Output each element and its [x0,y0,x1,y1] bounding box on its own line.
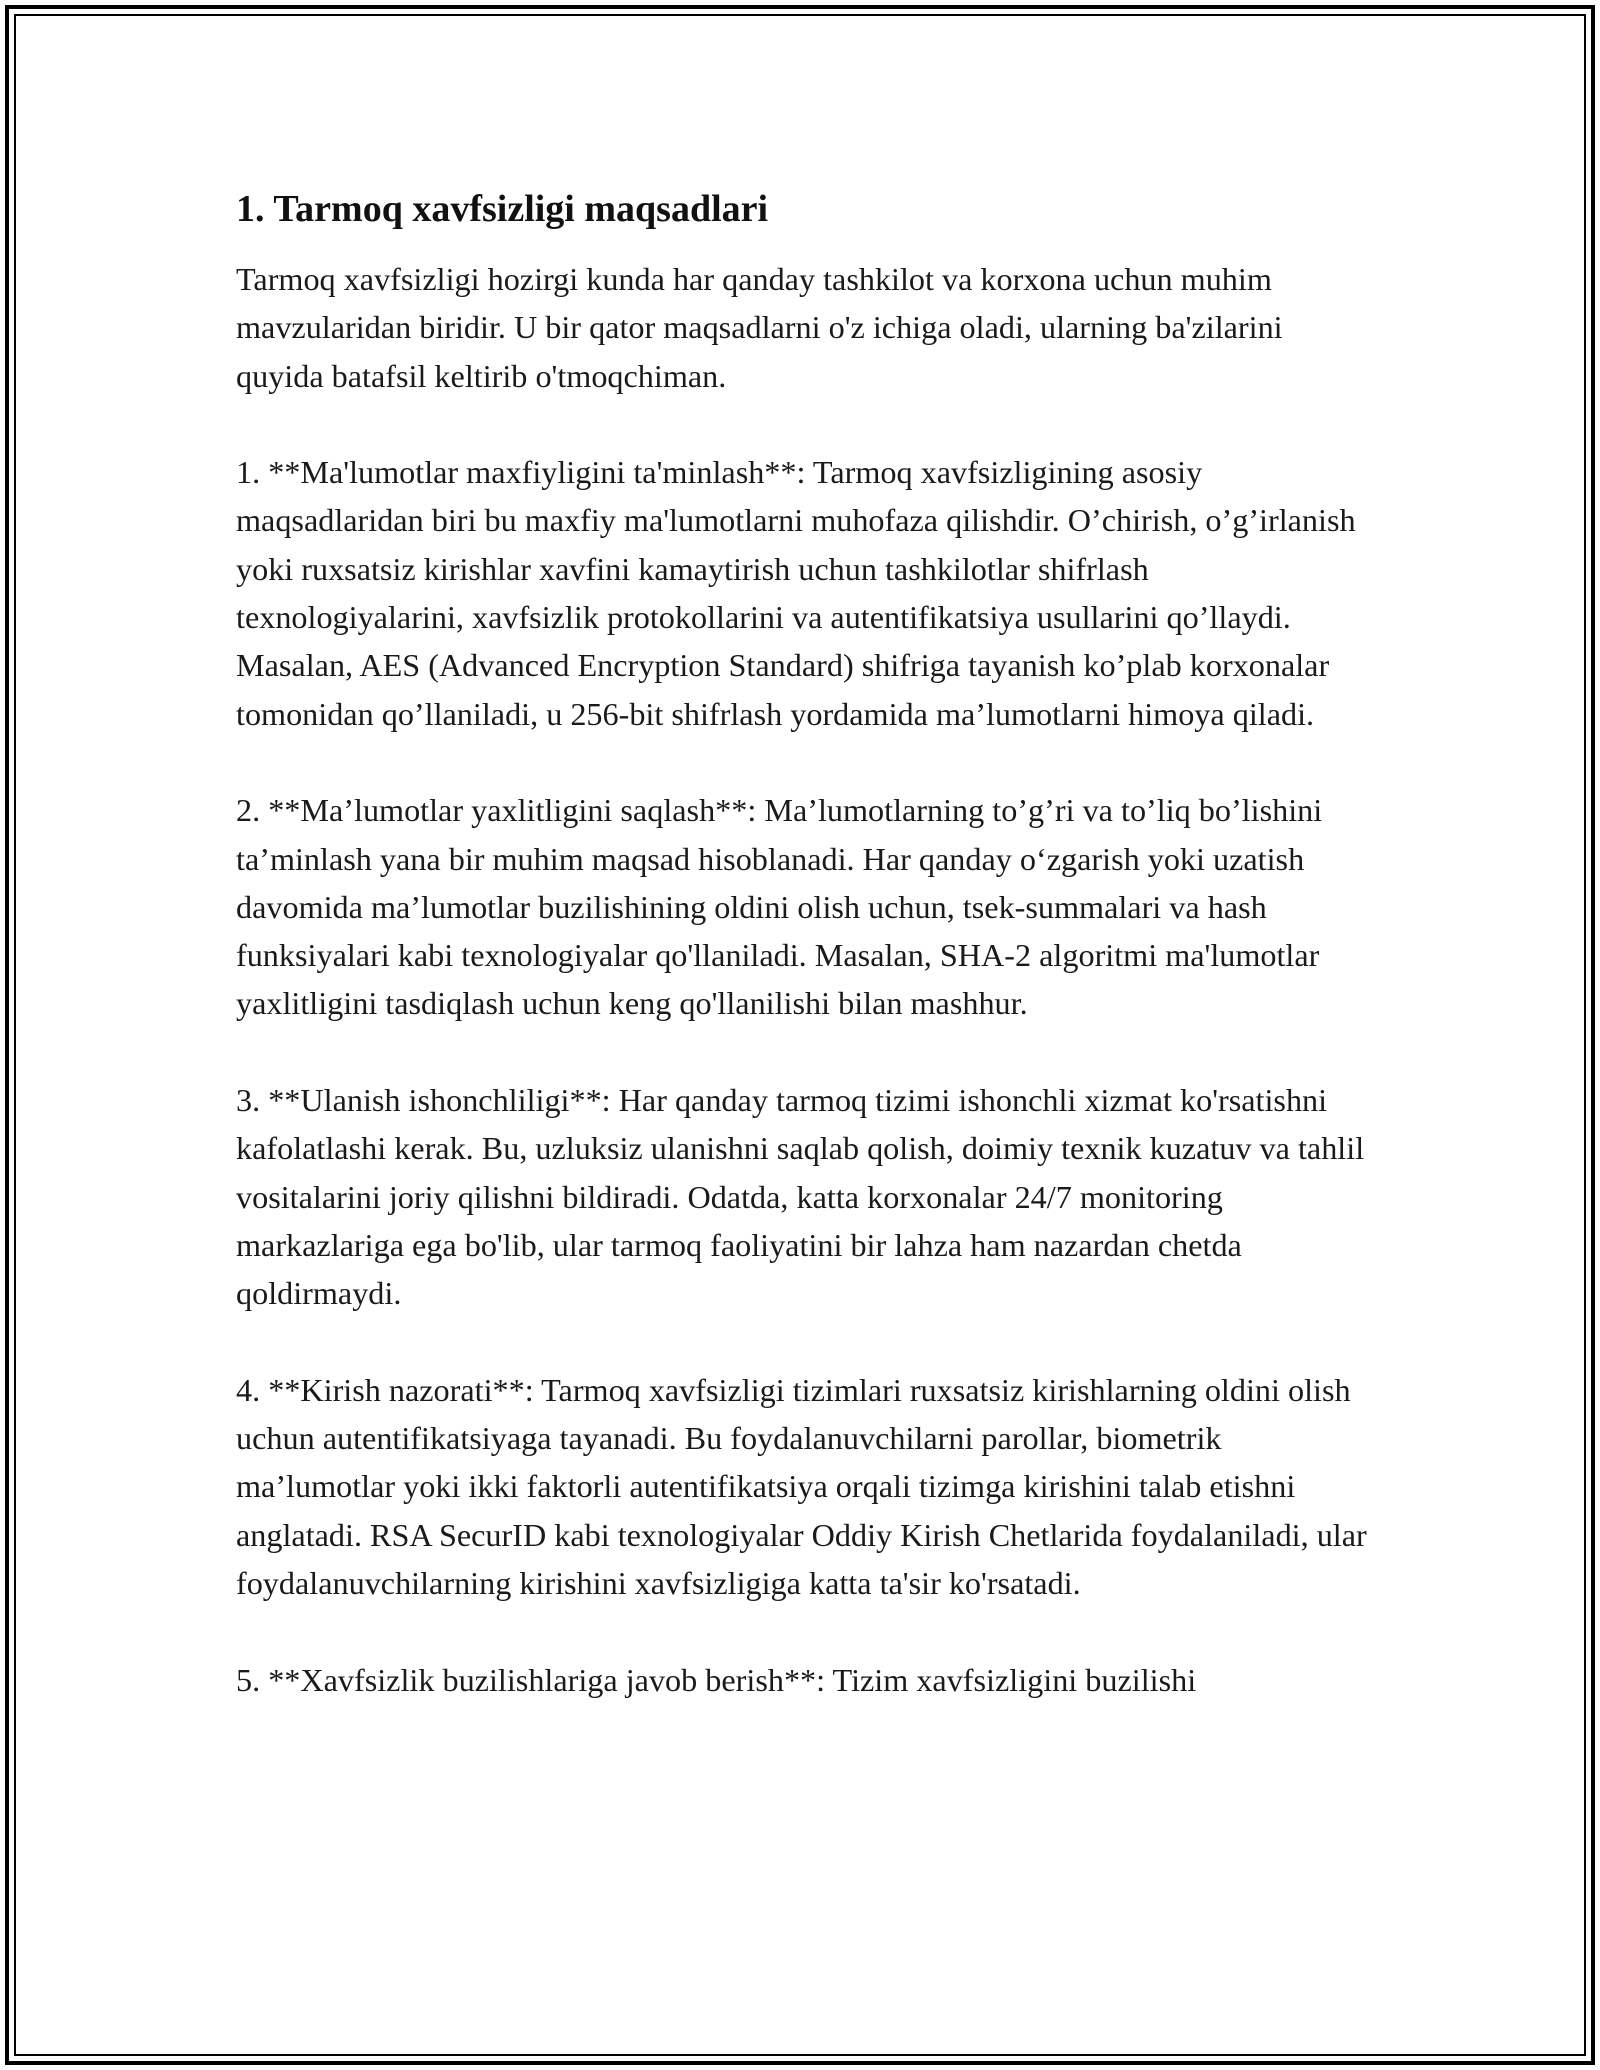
section-heading: 1. Tarmoq xavfsizligi maqsadlari [236,188,769,230]
paragraph-incident-response: 5. **Xavfsizlik buzilishlariga javob berish**: Tizim xavfsizligini buzilishi [236,1661,1197,1698]
paragraph-access-control: 4. **Kirish nazorati**: Tarmoq xavfsizligi tizimlari ruxsatsiz kirishlarning oldini olish uchun autentifikatsiyaga tayanadi. Bu foydalanuvchilarni parollar, biometrik ma’lumotlar yoki ikki faktorli autentifikatsiya orqali tizimga kirishini talab etishni anglatadi. RSA SecurID kabi texnologiyalar Oddiy Kirish Chetlarida foydalaniladi, ular foydalanuvchilarning kirishini xavfsizligiga katta ta'sir ko'rsatadi. [236,1371,1367,1602]
paragraph-confidentiality: 1. **Ma'lumotlar maxfiyligini ta'minlash**: Tarmoq xavfsizligining asosiy maqsadlaridan biri bu maxfiy ma'lumotlarni muhofaza qilishdir. O’chirish, o’g’irlanish yoki ruxsatsiz kirishlar xavfini kamaytirish uchun tashkilotlar shifrlash texnologiyalarini, xavfsizlik protokollarini va autentifikatsiya usullarini qo’llaydi. Masalan, AES (Advanced Encryption Standard) shifriga tayanish ko’plab korxonalar tomonidan qo’llaniladi, u 256-bit shifrlash yordamida ma’lumotlarni himoya qiladi. [236,454,1356,732]
paragraph-reliability: 3. **Ulanish ishonchliligi**: Har qanday tarmoq tizimi ishonchli xizmat ko'rsatishni kafolatlashi kerak. Bu, uzluksiz ulanishni saqlab qolish, doimiy texnik kuzatuv va tahlil vositalarini joriy qilishni bildiradi. Odatda, katta korxonalar 24/7 monitoring markazlariga ega bo'lib, ular tarmoq faoliyatini bir lahza ham nazardan chetda qoldirmaydi. [236,1082,1365,1312]
document-body [236,185,1376,1752]
paragraph-integrity: 2. **Ma’lumotlar yaxlitligini saqlash**: Ma’lumotlarning to’g’ri va to’liq bo’lishini ta’minlash yana bir muhim maqsad hisoblanadi. Har qanday o‘zgarish yoki uzatish davomida ma’lumotlar buzilishining oldini olish uchun, tsek-summalari va hash funksiyalari kabi texnologiyalar qo'llaniladi. Masalan, SHA-2 algoritmi ma'lumotlar yaxlitligini tasdiqlash uchun keng qo'llanilishi bilan mashhur. [236,792,1323,1022]
paragraph-intro: Tarmoq xavfsizligi hozirgi kunda har qanday tashkilot va korxona uchun muhim mavzularidan biridir. U bir qator maqsadlarni o'z ichiga oladi, ularning ba'zilarini quyida batafsil keltirib o'tmoqchiman. [236,261,1283,394]
